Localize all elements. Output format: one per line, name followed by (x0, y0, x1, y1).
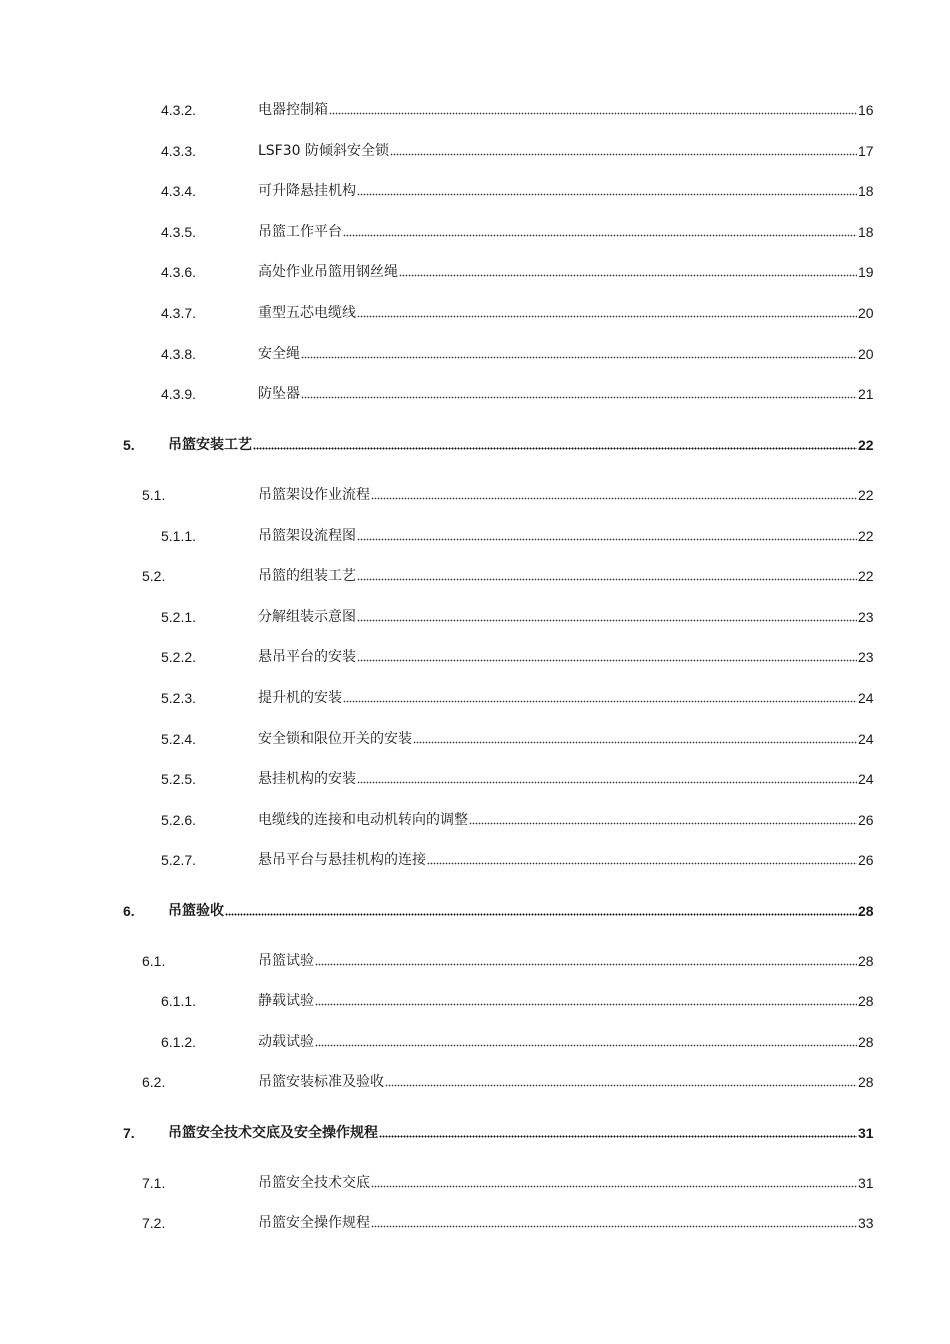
toc-entry[interactable] (0, 768, 950, 790)
toc-entry-title-line (258, 565, 858, 587)
toc-entry-title: 吊篮安装标准及验收 (258, 1074, 384, 1090)
toc-entry-number: 7.2. (142, 1215, 166, 1231)
toc-entry-page: 20 (858, 305, 874, 321)
toc-entry[interactable] (0, 302, 950, 324)
toc-entry-title: 可升降悬挂机构 (258, 183, 356, 199)
toc-entry-chapter[interactable] (0, 1122, 950, 1144)
dot-leader (253, 447, 857, 450)
toc-entry-page: 31 (858, 1175, 874, 1191)
toc-entry-title-line (258, 849, 858, 871)
toc-entry-page: 28 (858, 1074, 874, 1090)
toc-entry-page: 23 (858, 609, 874, 625)
toc-entry-number: 4.3.5. (161, 224, 197, 240)
toc-entry-title-line (258, 646, 858, 668)
toc-entry-title: 吊篮安全技术交底 (258, 1175, 370, 1191)
toc-entry[interactable] (0, 687, 950, 709)
dot-leader (315, 1044, 857, 1047)
dot-leader (357, 659, 857, 662)
toc-entry-chapter[interactable] (0, 434, 950, 456)
toc-entry[interactable] (0, 728, 950, 750)
toc-entry[interactable] (0, 261, 950, 283)
toc-entry-title-line (258, 302, 858, 324)
toc-entry-title: 重型五芯电缆线 (258, 305, 356, 321)
toc-entry-number: 4.3.2. (161, 102, 197, 118)
toc-entry-page: 22 (858, 568, 874, 584)
toc-entry-title-line (258, 1031, 858, 1053)
toc-entry-title-line (168, 1122, 858, 1144)
toc-entry-chapter[interactable] (0, 900, 950, 922)
toc-entry-number: 7.1. (142, 1175, 166, 1191)
toc-entry-title: 吊篮架设流程图 (258, 528, 356, 544)
toc-entry-page: 20 (858, 346, 874, 362)
toc-entry-number: 5.2.4. (161, 731, 197, 747)
toc-entry-title-line (258, 180, 858, 202)
toc-entry-number: 6.2. (142, 1074, 166, 1090)
toc-entry-number: 7. (123, 1125, 135, 1141)
toc-entry-title: 悬吊平台与悬挂机构的连接 (258, 852, 426, 868)
dot-leader (357, 781, 857, 784)
toc-entry[interactable] (0, 221, 950, 243)
toc-entry-number: 5.2.5. (161, 771, 197, 787)
toc-entry-number: 6. (123, 903, 135, 919)
dot-leader (315, 963, 857, 966)
toc-entry[interactable] (0, 1031, 950, 1053)
toc-entry-page: 31 (858, 1125, 874, 1141)
toc-entry-title: 动载试验 (258, 1034, 314, 1050)
toc-entry-title-line (258, 809, 858, 831)
dot-leader (371, 497, 857, 500)
toc-entry-title: 吊篮安全操作规程 (258, 1215, 370, 1231)
toc-entry-number: 5.2.7. (161, 852, 197, 868)
toc-entry-page: 22 (858, 437, 874, 453)
toc-entry-title-line (168, 434, 858, 456)
toc-entry-section[interactable] (0, 950, 950, 972)
dot-leader (469, 822, 857, 825)
toc-entry-title-line (258, 99, 858, 121)
dot-leader (315, 1003, 857, 1006)
toc-entry-title-line (258, 990, 858, 1012)
toc-entry-page: 19 (858, 264, 874, 280)
dot-leader (301, 356, 857, 359)
dot-leader (357, 538, 857, 541)
toc-entry-page: 24 (858, 731, 874, 747)
toc-entry-page: 18 (858, 183, 874, 199)
toc-entry-title-line (258, 221, 858, 243)
toc-entry[interactable] (0, 646, 950, 668)
toc-entry-page: 28 (858, 903, 874, 919)
dot-leader (343, 700, 857, 703)
toc-entry-title: 提升机的安装 (258, 690, 342, 706)
dot-leader (357, 193, 857, 196)
toc-entry-number: 4.3.8. (161, 346, 197, 362)
toc-entry-title-line (258, 484, 858, 506)
toc-entry-title-line (258, 261, 858, 283)
toc-entry-number: 4.3.4. (161, 183, 197, 199)
toc-entry-title: 吊篮架设作业流程 (258, 487, 370, 503)
toc-entry-title: 悬挂机构的安装 (258, 771, 356, 787)
toc-entry-number: 4.3.3. (161, 143, 197, 159)
toc-entry-title-line (258, 140, 858, 162)
toc-entry-title: 电缆线的连接和电动机转向的调整 (258, 812, 468, 828)
dot-leader (357, 578, 857, 581)
toc-entry-page: 22 (858, 487, 874, 503)
toc-entry-page: 28 (858, 953, 874, 969)
toc-entry-title: 吊篮安装工艺 (168, 437, 252, 453)
toc-entry-page: 24 (858, 771, 874, 787)
toc-entry-number: 4.3.7. (161, 305, 197, 321)
toc-entry-title: 吊篮试验 (258, 953, 314, 969)
toc-entry-title-line (258, 606, 858, 628)
toc-entry-title-line (258, 950, 858, 972)
dot-leader (385, 1084, 857, 1087)
toc-entry-title-line (258, 525, 858, 547)
toc-entry-number: 5.2.1. (161, 609, 197, 625)
toc-entry-title-line (258, 1212, 858, 1234)
dot-leader (329, 112, 857, 115)
toc-entry-title: 防坠器 (258, 386, 300, 402)
toc-entry[interactable] (0, 809, 950, 831)
toc-entry-page: 28 (858, 1034, 874, 1050)
toc-entry[interactable] (0, 383, 950, 405)
toc-entry-title: 安全绳 (258, 346, 300, 362)
toc-entry[interactable] (0, 990, 950, 1012)
toc-entry-number: 5.1.1. (161, 528, 197, 544)
toc-entry-section[interactable] (0, 1212, 950, 1234)
toc-entry[interactable] (0, 99, 950, 121)
toc-entry-title: LSF30 防倾斜安全锁 (258, 143, 390, 159)
toc-entry-number: 4.3.9. (161, 386, 197, 402)
dot-leader (413, 741, 857, 744)
toc-entry-page: 26 (858, 852, 874, 868)
toc-entry-page: 23 (858, 649, 874, 665)
toc-entry-title-line (258, 728, 858, 750)
toc-entry-section[interactable] (0, 484, 950, 506)
toc-entry[interactable] (0, 606, 950, 628)
toc-entry-number: 5.1. (142, 487, 166, 503)
toc-entry-number: 6.1.1. (161, 993, 197, 1009)
toc-entry-number: 4.3.6. (161, 264, 197, 280)
dot-leader (301, 396, 857, 399)
toc-entry[interactable] (0, 525, 950, 547)
dot-leader (379, 1135, 857, 1138)
toc-entry-page: 21 (858, 386, 874, 402)
toc-entry[interactable] (0, 180, 950, 202)
toc-entry[interactable] (0, 140, 950, 162)
toc-entry-page: 18 (858, 224, 874, 240)
toc-entry[interactable] (0, 343, 950, 365)
dot-leader (357, 619, 857, 622)
toc-entry-title: 吊篮工作平台 (258, 224, 342, 240)
toc-entry-number: 5.2.2. (161, 649, 197, 665)
toc-entry-section[interactable] (0, 565, 950, 587)
toc-entry-number: 5. (123, 437, 135, 453)
toc-entry-title-line (258, 1172, 858, 1194)
dot-leader (357, 315, 857, 318)
dot-leader (371, 1225, 857, 1228)
toc-entry-number: 6.1.2. (161, 1034, 197, 1050)
toc-entry[interactable] (0, 849, 950, 871)
toc-entry-number: 5.2.6. (161, 812, 197, 828)
toc-entry-title: 悬吊平台的安装 (258, 649, 356, 665)
toc-entry-title: 分解组装示意图 (258, 609, 356, 625)
toc-entry-page: 33 (858, 1215, 874, 1231)
toc-entry-number: 5.2. (142, 568, 166, 584)
toc-entry-title-line (168, 900, 858, 922)
toc-entry-title-line (258, 343, 858, 365)
toc-entry-number: 5.2.3. (161, 690, 197, 706)
toc-entry-title: 静载试验 (258, 993, 314, 1009)
toc-entry-title: 电器控制箱 (258, 102, 328, 118)
toc-entry-number: 6.1. (142, 953, 166, 969)
toc-entry-page: 26 (858, 812, 874, 828)
toc-entry-page: 24 (858, 690, 874, 706)
dot-leader (225, 913, 857, 916)
toc-entry-page: 22 (858, 528, 874, 544)
dot-leader (390, 153, 857, 156)
toc-entry-page: 16 (858, 102, 874, 118)
toc-entry-title-line (258, 1071, 858, 1093)
toc-entry-section[interactable] (0, 1071, 950, 1093)
toc-entry-title-line (258, 687, 858, 709)
toc-entry-title: 高处作业吊篮用钢丝绳 (258, 264, 398, 280)
toc-entry-title: 安全锁和限位开关的安装 (258, 731, 412, 747)
toc-entry-page: 17 (858, 143, 874, 159)
toc-entry-page: 28 (858, 993, 874, 1009)
toc-entry-title-line (258, 768, 858, 790)
toc-entry-title-line (258, 383, 858, 405)
dot-leader (427, 862, 857, 865)
toc-entry-title: 吊篮安全技术交底及安全操作规程 (168, 1125, 378, 1141)
toc-entry-section[interactable] (0, 1172, 950, 1194)
toc-entry-title: 吊篮验收 (168, 903, 224, 919)
dot-leader (343, 234, 857, 237)
dot-leader (371, 1185, 857, 1188)
dot-leader (399, 274, 857, 277)
toc-entry-title: 吊篮的组装工艺 (258, 568, 356, 584)
